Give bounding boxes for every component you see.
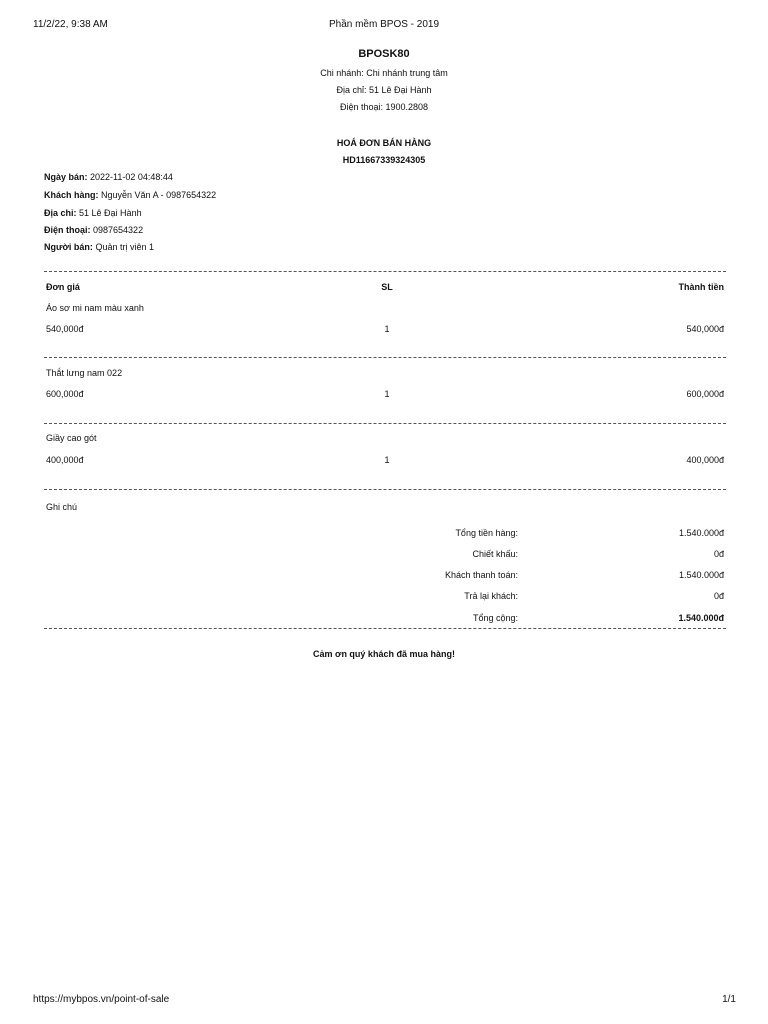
summary-value: 1.540.000đ [678, 570, 724, 580]
item-total: 600,000đ [686, 389, 724, 399]
info-phone [44, 225, 143, 235]
summary-label: Trả lại khách: [464, 591, 518, 601]
info-value: 51 Lê Đại Hành [79, 208, 142, 218]
note-label: Ghi chú [46, 502, 78, 512]
item-qty: 1 [384, 389, 390, 399]
info-label: Địa chỉ: [44, 208, 77, 218]
print-url: https://mybpos.vn/point-of-sale [33, 994, 170, 1005]
item-price: 400,000đ [46, 455, 84, 465]
item-name: Thắt lưng nam 022 [46, 368, 123, 378]
invoice-code: HD11667339324305 [342, 155, 426, 165]
summary-value: 0đ [713, 591, 724, 601]
item-total: 540,000đ [686, 324, 724, 334]
info-label: Ngày bán: [44, 172, 88, 182]
divider [44, 271, 726, 272]
item-qty: 1 [384, 455, 390, 465]
info-label: Khách hàng: [44, 190, 99, 200]
summary-value: 0đ [713, 549, 724, 559]
header-price: Đơn giá [46, 282, 80, 292]
page-number: 1/1 [722, 994, 736, 1005]
print-title: Phần mềm BPOS - 2019 [328, 19, 440, 30]
print-datetime: 11/2/22, 9:38 AM [33, 19, 108, 30]
info-address [44, 208, 142, 218]
invoice-title: HOÁ ĐƠN BÁN HÀNG [336, 138, 432, 148]
item-qty: 1 [384, 324, 390, 334]
info-value: Nguyễn Văn A - 0987654322 [101, 190, 217, 200]
summary-label: Tổng cộng: [472, 613, 518, 623]
info-sale-date [44, 172, 173, 182]
info-value: 0987654322 [93, 225, 144, 235]
grand-total-value: 1.540.000đ [678, 613, 724, 623]
info-label: Người bán: [44, 242, 93, 252]
summary-label: Khách thanh toán: [444, 570, 518, 580]
item-name: Giầy cao gót [46, 433, 97, 443]
info-seller [44, 242, 154, 252]
item-price: 600,000đ [46, 389, 84, 399]
store-phone: Điện thoại: 1900.2808 [339, 102, 429, 112]
summary-label: Tổng tiền hàng: [455, 528, 518, 538]
store-address: Địa chỉ: 51 Lê Đại Hành [336, 85, 432, 95]
item-price: 540,000đ [46, 324, 84, 334]
divider [44, 423, 726, 424]
info-value: 2022-11-02 04:48:44 [90, 172, 173, 182]
divider [44, 628, 726, 629]
store-name: BPOSK80 [358, 48, 410, 60]
info-value: Quản trị viên 1 [95, 242, 154, 252]
thank-you-message: Cảm ơn quý khách đã mua hàng! [313, 649, 455, 659]
info-label: Điện thoại: [44, 225, 91, 235]
info-customer [44, 190, 216, 200]
item-total: 400,000đ [686, 455, 724, 465]
header-qty: SL [381, 282, 393, 292]
item-name: Áo sơ mi nam màu xanh [46, 303, 144, 313]
summary-value: 1.540.000đ [678, 528, 724, 538]
summary-label: Chiết khấu: [472, 549, 518, 559]
store-branch: Chi nhánh: Chi nhánh trung tâm [320, 68, 448, 78]
divider [44, 489, 726, 490]
header-total: Thành tiền [678, 282, 724, 292]
divider [44, 357, 726, 358]
